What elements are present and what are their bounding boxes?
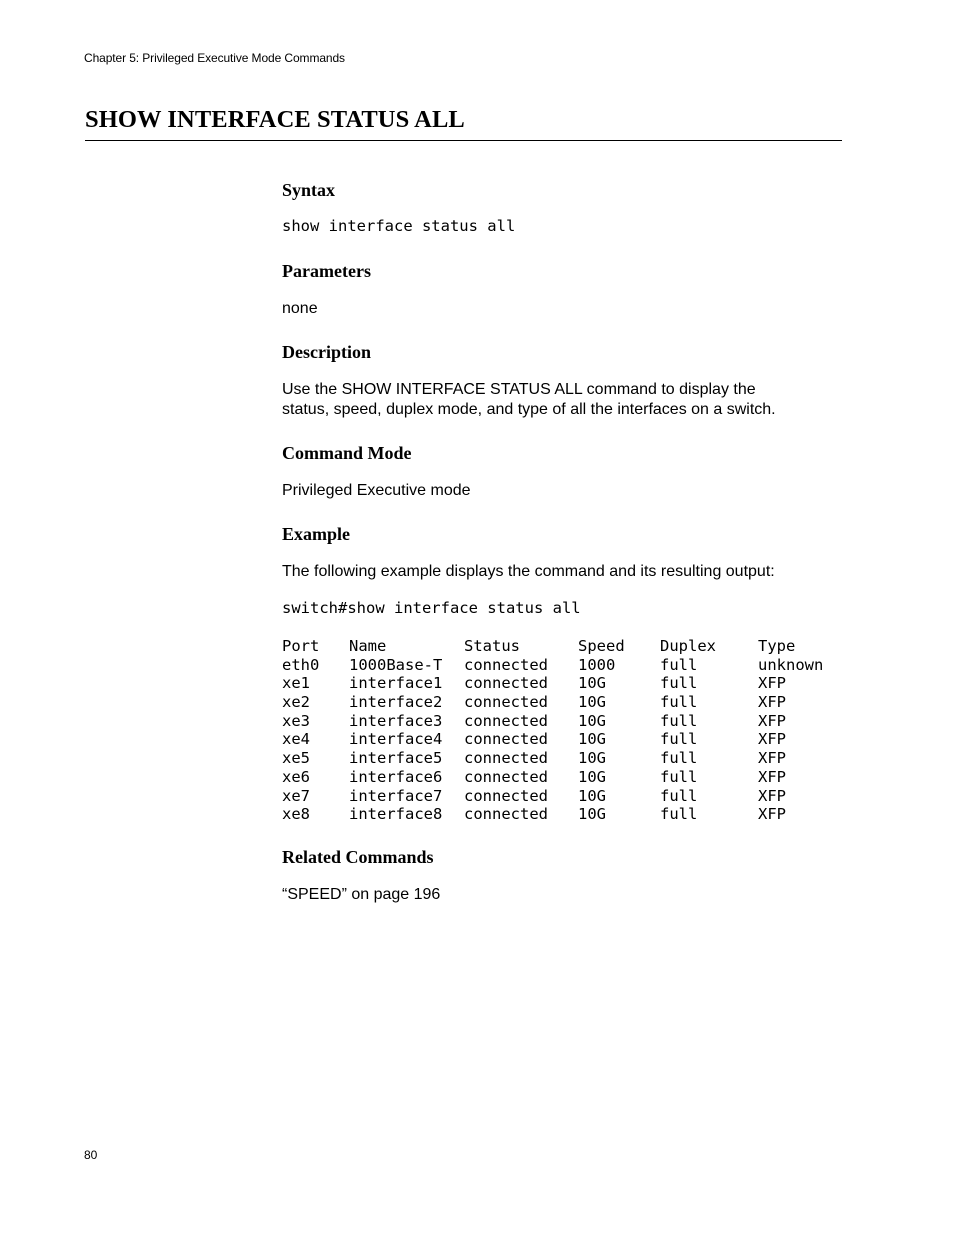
command-mode-text: Privileged Executive mode	[282, 482, 471, 499]
cell-port: xe2	[282, 693, 310, 712]
cell-type: unknown	[758, 655, 824, 674]
cell-port: xe1	[282, 674, 310, 693]
cell-port: xe8	[282, 805, 310, 824]
cell-duplex: full	[660, 749, 698, 768]
cell-speed: 10G	[578, 786, 606, 805]
cell-status: connected	[464, 693, 548, 712]
cell-status: connected	[464, 730, 548, 749]
column-header-port: Port	[282, 637, 320, 655]
cell-type: XFP	[758, 767, 786, 786]
example-intro: The following example displays the command and its resulting output:	[282, 563, 775, 580]
cell-status: connected	[464, 711, 548, 730]
cell-duplex: full	[660, 786, 698, 805]
cell-name: interface5	[349, 749, 443, 768]
parameters-text: none	[282, 300, 318, 317]
cell-status: connected	[464, 749, 548, 768]
cell-duplex: full	[660, 655, 698, 674]
title-rule	[85, 140, 842, 141]
cell-duplex: full	[660, 674, 698, 693]
cell-speed: 10G	[578, 749, 606, 768]
related-commands-heading: Related Commands	[282, 847, 434, 867]
cell-port: xe6	[282, 767, 310, 786]
cell-speed: 10G	[578, 711, 606, 730]
cell-port: xe3	[282, 711, 310, 730]
cell-status: connected	[464, 655, 548, 674]
cell-speed: 10G	[578, 730, 606, 749]
cell-type: XFP	[758, 730, 786, 749]
page-title: SHOW INTERFACE STATUS ALL	[85, 106, 465, 133]
cell-type: XFP	[758, 674, 786, 693]
cell-status: connected	[464, 805, 548, 824]
cell-name: interface7	[349, 786, 443, 805]
cell-speed: 1000	[578, 655, 616, 674]
parameters-heading: Parameters	[282, 261, 371, 281]
cell-port: xe4	[282, 730, 310, 749]
description-line-1: Use the SHOW INTERFACE STATUS ALL command to display the	[282, 381, 756, 398]
column-header-speed: Speed	[578, 637, 625, 655]
cell-duplex: full	[660, 730, 698, 749]
column-header-name: Name	[349, 637, 387, 655]
cell-type: XFP	[758, 805, 786, 824]
cell-port: xe5	[282, 749, 310, 768]
cell-duplex: full	[660, 805, 698, 824]
running-header: Chapter 5: Privileged Executive Mode Commands	[84, 51, 345, 65]
cell-name: interface8	[349, 805, 443, 824]
command-mode-heading: Command Mode	[282, 443, 412, 463]
cell-speed: 10G	[578, 693, 606, 712]
column-header-status: Status	[464, 637, 520, 655]
cell-status: connected	[464, 767, 548, 786]
cell-type: XFP	[758, 749, 786, 768]
page-number: 80	[84, 1148, 98, 1162]
cell-type: XFP	[758, 786, 786, 805]
cell-name: 1000Base-T	[349, 655, 443, 674]
cell-type: XFP	[758, 693, 786, 712]
related-command-link[interactable]: “SPEED” on page 196	[282, 886, 441, 903]
cell-name: interface4	[349, 730, 443, 749]
cell-speed: 10G	[578, 805, 606, 824]
cell-duplex: full	[660, 767, 698, 786]
cell-speed: 10G	[578, 767, 606, 786]
cell-status: connected	[464, 786, 548, 805]
syntax-command: show interface status all	[282, 217, 516, 235]
cell-speed: 10G	[578, 674, 606, 693]
cell-type: XFP	[758, 711, 786, 730]
cell-port: eth0	[282, 655, 320, 674]
column-header-type: Type	[758, 637, 796, 655]
cell-port: xe7	[282, 786, 310, 805]
example-command: switch#show interface status all	[282, 599, 581, 617]
cell-name: interface3	[349, 711, 443, 730]
cell-name: interface2	[349, 693, 443, 712]
syntax-heading: Syntax	[282, 180, 336, 200]
cell-duplex: full	[660, 693, 698, 712]
description-line-2: status, speed, duplex mode, and type of all the interfaces on a switch.	[282, 401, 776, 418]
cell-name: interface1	[349, 674, 443, 693]
cell-duplex: full	[660, 711, 698, 730]
column-header-duplex: Duplex	[660, 637, 716, 655]
cell-name: interface6	[349, 767, 443, 786]
cell-status: connected	[464, 674, 548, 693]
example-heading: Example	[282, 524, 351, 544]
description-heading: Description	[282, 342, 371, 362]
